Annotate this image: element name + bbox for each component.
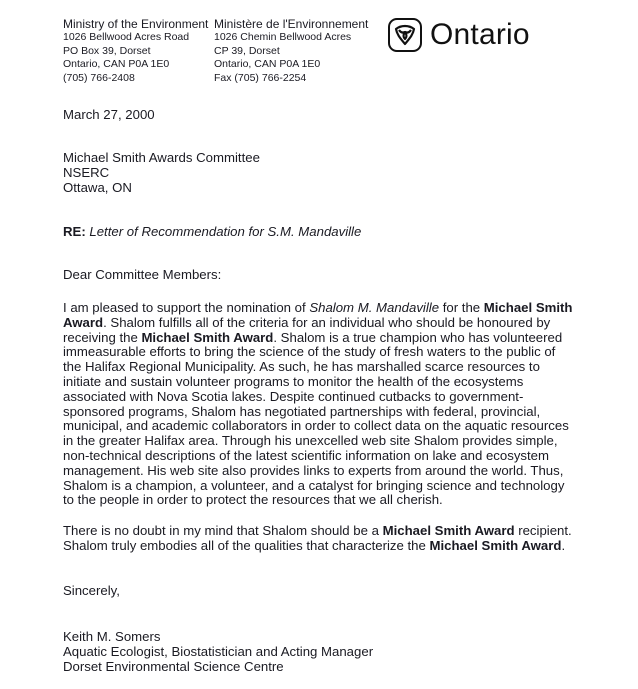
- recipient-line-1: Michael Smith Awards Committee: [63, 150, 260, 165]
- text-run: Shalom truly embodies all of the qualities that characterize the: [63, 537, 430, 553]
- letterhead-french: [214, 17, 368, 85]
- address-line-2-fr: CP 39, Dorset: [214, 44, 280, 57]
- address-line-2-en: PO Box 39, Dorset: [63, 44, 151, 57]
- text-run: . Shalom is a true champion who has volunteered: [273, 329, 563, 345]
- phone-number: (705) 766-2408: [63, 71, 135, 84]
- signer-organization: Dorset Environmental Science Centre: [63, 658, 284, 674]
- paragraph-line: [63, 331, 572, 346]
- subject-text: Letter of Recommendation for S.M. Mandaville: [89, 224, 362, 239]
- award-name: Award: [63, 314, 104, 330]
- paragraph-line: Shalom is a champion, a volunteer, and a catalyst for bringing science and technology: [63, 477, 565, 493]
- paragraph-line: municipal, and academic collaborators in order to collect data on the aquatic resources: [63, 418, 569, 434]
- text-run: for the: [439, 300, 484, 315]
- ontario-logo: [388, 18, 530, 52]
- salutation: Dear Committee Members:: [63, 267, 222, 282]
- recipient-line-3: Ottawa, ON: [63, 179, 132, 195]
- paragraph-line: non-technical descriptions of the latest scientific information on lake and ecosystem: [63, 447, 549, 463]
- paragraph-line: [63, 524, 572, 539]
- paragraph-line: initiate and sustain volunteer programs to monitor the health of the ecosystems: [63, 373, 524, 389]
- text-run: . Shalom fulfills all of the criteria for an individual who should be honoured by: [103, 314, 551, 330]
- fax-number: Fax (705) 766-2254: [214, 71, 307, 84]
- paragraph-line: immeasurable efforts to bring the science of the study of fresh waters to the public of: [63, 344, 556, 360]
- paragraph-line: management. His web site also provides links to experts from around the world. Thus,: [63, 462, 564, 478]
- body-paragraph-1: [63, 301, 572, 508]
- address-line-3-fr: Ontario, CAN P0A 1E0: [214, 58, 321, 71]
- letterhead-english: [63, 17, 208, 85]
- closing: Sincerely,: [63, 583, 120, 598]
- award-name: Michael Smith Award: [382, 523, 515, 538]
- signer-name: Keith M. Somers: [63, 629, 161, 644]
- text-run: There is no doubt in my mind that Shalom should be a: [63, 523, 383, 538]
- ministry-name-fr: Ministère de l'Environnement: [214, 17, 369, 31]
- trillium-icon: [388, 18, 422, 52]
- paragraph-line: in the greater Halifax area. Through his unexcelled web site Shalom provides simple,: [63, 433, 558, 449]
- address-line-1-en: 1026 Bellwood Acres Road: [63, 31, 190, 43]
- paragraph-line: the Halifax Regional Municipality. As such, he has marshalled scarce resources to: [63, 359, 540, 375]
- text-run: receiving the: [63, 329, 142, 345]
- paragraph-line: associated with Nova Scotia lakes. Despite continued cutbacks to government-: [63, 388, 524, 404]
- signer-title: Aquatic Ecologist, Biostatistician and Acting Manager: [63, 643, 374, 659]
- paragraph-line: sponsored programs, Shalom has negotiated partnerships with federal, provincial,: [63, 403, 541, 419]
- nominee-name: Shalom M. Mandaville: [309, 300, 440, 315]
- recipient-address: [63, 151, 260, 195]
- subject-line: [63, 225, 361, 240]
- subject-label: RE:: [63, 224, 86, 239]
- letter-date: March 27, 2000: [63, 107, 155, 122]
- text-run: .: [561, 537, 566, 553]
- signature-block: [63, 630, 373, 674]
- paragraph-line: [63, 316, 572, 331]
- body-paragraph-2: [63, 524, 572, 554]
- ontario-wordmark: Ontario: [430, 18, 530, 51]
- award-name: Michael Smith Award: [429, 537, 562, 553]
- address-line-3-en: Ontario, CAN P0A 1E0: [63, 58, 170, 71]
- paragraph-line: [63, 539, 572, 554]
- ministry-name-en: Ministry of the Environment: [63, 17, 209, 31]
- recipient-line-2: NSERC: [63, 164, 110, 180]
- award-name: Michael Smith Award: [141, 329, 274, 345]
- award-name: Michael Smith: [483, 300, 573, 315]
- paragraph-line: to the people in order to protect the resources that we all cherish.: [63, 492, 443, 508]
- address-line-1-fr: 1026 Chemin Bellwood Acres: [214, 31, 352, 43]
- paragraph-line: [63, 301, 572, 316]
- text-run: I am pleased to support the nomination of: [63, 300, 310, 315]
- text-run: recipient.: [514, 523, 572, 538]
